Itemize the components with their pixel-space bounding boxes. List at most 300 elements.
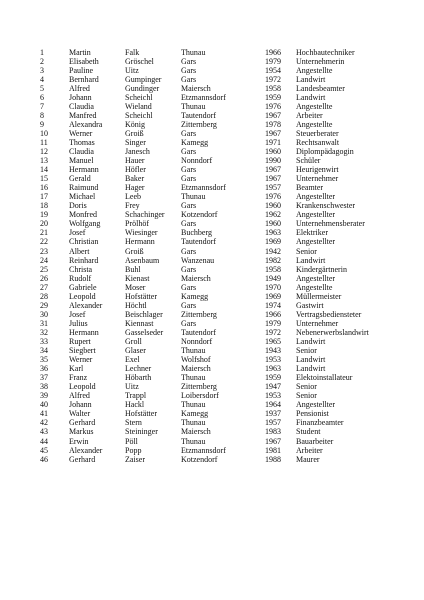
last-name-cell: Singer bbox=[125, 137, 146, 147]
place-cell: Kotzendorf bbox=[181, 454, 218, 464]
row-number: 42 bbox=[40, 418, 48, 428]
occupation-cell: Elektriker bbox=[296, 228, 328, 238]
table-row bbox=[40, 337, 402, 346]
last-name-cell: König bbox=[125, 119, 145, 129]
table-row bbox=[40, 228, 402, 237]
place-cell: Gars bbox=[181, 147, 197, 157]
first-name-cell: Alexander bbox=[69, 300, 103, 310]
last-name-cell: Gröschel bbox=[125, 56, 154, 66]
first-name-cell: Claudia bbox=[69, 101, 94, 111]
row-number: 21 bbox=[40, 228, 48, 238]
row-number: 28 bbox=[40, 291, 48, 301]
place-cell: Gars bbox=[181, 246, 197, 256]
last-name-cell: Lechner bbox=[125, 364, 152, 374]
occupation-cell: Landwirt bbox=[296, 255, 326, 265]
last-name-cell: Groiß bbox=[125, 128, 144, 138]
place-cell: Kamegg bbox=[181, 137, 209, 147]
place-cell: Thunau bbox=[181, 101, 206, 111]
row-number: 37 bbox=[40, 373, 48, 383]
row-number: 9 bbox=[40, 119, 44, 129]
first-name-cell: Raimund bbox=[69, 183, 99, 193]
row-number: 10 bbox=[40, 128, 48, 138]
table-row bbox=[40, 183, 402, 192]
first-name-cell: Walter bbox=[69, 409, 91, 419]
last-name-cell: Popp bbox=[125, 445, 142, 455]
first-name-cell: Alfred bbox=[69, 83, 90, 93]
occupation-cell: Angestellter bbox=[296, 400, 336, 410]
birth-year-cell: 1982 bbox=[265, 255, 281, 265]
row-number: 41 bbox=[40, 409, 48, 419]
birth-year-cell: 1953 bbox=[265, 355, 281, 365]
birth-year-cell: 1978 bbox=[265, 119, 281, 129]
row-number: 19 bbox=[40, 210, 48, 220]
last-name-cell: Höfler bbox=[125, 165, 146, 175]
first-name-cell: Johann bbox=[69, 400, 92, 410]
place-cell: Etzmannsdorf bbox=[181, 183, 226, 193]
first-name-cell: Gerald bbox=[69, 174, 91, 184]
last-name-cell: Scheichl bbox=[125, 110, 153, 120]
first-name-cell: Johann bbox=[69, 92, 92, 102]
birth-year-cell: 1959 bbox=[265, 373, 281, 383]
table-row bbox=[40, 310, 402, 319]
row-number: 1 bbox=[40, 47, 44, 57]
occupation-cell: Senior bbox=[296, 382, 317, 392]
place-cell: Tautendorf bbox=[181, 327, 216, 337]
last-name-cell: Glaser bbox=[125, 346, 146, 356]
place-cell: Tautendorf bbox=[181, 237, 216, 247]
last-name-cell: Wiesinger bbox=[125, 228, 158, 238]
last-name-cell: Frey bbox=[125, 201, 140, 211]
first-name-cell: Karl bbox=[69, 364, 84, 374]
row-number: 32 bbox=[40, 327, 48, 337]
occupation-cell: Angestellter bbox=[296, 192, 336, 202]
first-name-cell: Gerhard bbox=[69, 454, 96, 464]
first-name-cell: Christa bbox=[69, 264, 93, 274]
birth-year-cell: 1967 bbox=[265, 165, 281, 175]
birth-year-cell: 1957 bbox=[265, 183, 281, 193]
place-cell: Thunau bbox=[181, 346, 206, 356]
birth-year-cell: 1959 bbox=[265, 92, 281, 102]
birth-year-cell: 1942 bbox=[265, 246, 281, 256]
birth-year-cell: 1967 bbox=[265, 436, 281, 446]
birth-year-cell: 1967 bbox=[265, 174, 281, 184]
birth-year-cell: 1949 bbox=[265, 273, 281, 283]
place-cell: Maiersch bbox=[181, 83, 211, 93]
occupation-cell: Diplompädagogin bbox=[296, 147, 354, 157]
row-number: 43 bbox=[40, 427, 48, 437]
birth-year-cell: 1983 bbox=[265, 427, 281, 437]
occupation-cell: Schüler bbox=[296, 156, 321, 166]
row-number: 7 bbox=[40, 101, 44, 111]
table-row bbox=[40, 120, 402, 129]
birth-year-cell: 1960 bbox=[265, 201, 281, 211]
last-name-cell: Schachinger bbox=[125, 210, 165, 220]
first-name-cell: Reinhard bbox=[69, 255, 99, 265]
place-cell: Thunau bbox=[181, 47, 206, 57]
first-name-cell: Thomas bbox=[69, 137, 95, 147]
occupation-cell: Angestellte bbox=[296, 119, 333, 129]
candidate-list-table bbox=[40, 48, 402, 464]
table-row bbox=[40, 391, 402, 400]
last-name-cell: Hofstätter bbox=[125, 409, 157, 419]
table-row bbox=[40, 446, 402, 455]
table-row bbox=[40, 192, 402, 201]
birth-year-cell: 1981 bbox=[265, 445, 281, 455]
birth-year-cell: 1967 bbox=[265, 128, 281, 138]
last-name-cell: Groll bbox=[125, 337, 142, 346]
first-name-cell: Manfred bbox=[69, 110, 97, 120]
last-name-cell: Exel bbox=[125, 355, 140, 365]
occupation-cell: Kindergärtnerin bbox=[296, 264, 347, 274]
table-row bbox=[40, 355, 402, 364]
table-row bbox=[40, 256, 402, 265]
row-number: 44 bbox=[40, 436, 48, 446]
birth-year-cell: 1970 bbox=[265, 282, 281, 292]
table-row bbox=[40, 301, 402, 310]
occupation-cell: Angestellte bbox=[296, 101, 333, 111]
last-name-cell: Hager bbox=[125, 183, 145, 193]
occupation-cell: Elektoinstallateur bbox=[296, 373, 353, 383]
occupation-cell: Landwirt bbox=[296, 92, 326, 102]
birth-year-cell: 1971 bbox=[265, 137, 281, 147]
table-row bbox=[40, 57, 402, 66]
table-row bbox=[40, 174, 402, 183]
table-row bbox=[40, 129, 402, 138]
first-name-cell: Alexandra bbox=[69, 119, 103, 129]
table-row bbox=[40, 400, 402, 409]
last-name-cell: Moser bbox=[125, 282, 146, 292]
last-name-cell: Hermann bbox=[125, 237, 155, 247]
occupation-cell: Hochbautechniker bbox=[296, 47, 355, 57]
place-cell: Tautendorf bbox=[181, 110, 216, 120]
place-cell: Gars bbox=[181, 201, 197, 211]
last-name-cell: Wieland bbox=[125, 101, 152, 111]
row-number: 45 bbox=[40, 445, 48, 455]
first-name-cell: Julius bbox=[69, 318, 88, 328]
table-row bbox=[40, 48, 402, 57]
occupation-cell: Beamter bbox=[296, 183, 324, 193]
birth-year-cell: 1953 bbox=[265, 391, 281, 401]
first-name-cell: Albert bbox=[69, 246, 90, 256]
occupation-cell: Landwirt bbox=[296, 355, 326, 365]
occupation-cell: Unternehmer bbox=[296, 174, 339, 184]
last-name-cell: Janesch bbox=[125, 147, 150, 157]
last-name-cell: Gumpinger bbox=[125, 74, 162, 84]
birth-year-cell: 1990 bbox=[265, 156, 281, 166]
row-number: 6 bbox=[40, 92, 44, 102]
place-cell: Gars bbox=[181, 56, 197, 66]
table-row bbox=[40, 373, 402, 382]
birth-year-cell: 1972 bbox=[265, 327, 281, 337]
last-name-cell: Hackl bbox=[125, 400, 145, 410]
row-number: 8 bbox=[40, 110, 44, 120]
birth-year-cell: 1972 bbox=[265, 74, 281, 84]
last-name-cell: Gundinger bbox=[125, 83, 160, 93]
table-row bbox=[40, 102, 402, 111]
last-name-cell: Baker bbox=[125, 174, 145, 184]
last-name-cell: Leeb bbox=[125, 192, 141, 202]
first-name-cell: Martin bbox=[69, 47, 91, 57]
table-row bbox=[40, 210, 402, 219]
occupation-cell: Müllermeister bbox=[296, 291, 342, 301]
first-name-cell: Hermann bbox=[69, 165, 99, 175]
place-cell: Gars bbox=[181, 65, 197, 75]
occupation-cell: Nebenerwerbslandwirt bbox=[296, 327, 369, 337]
table-row bbox=[40, 382, 402, 391]
last-name-cell: Höchtl bbox=[125, 300, 147, 310]
last-name-cell: Höbarth bbox=[125, 373, 152, 383]
table-row bbox=[40, 247, 402, 256]
birth-year-cell: 1966 bbox=[265, 309, 281, 319]
occupation-cell: Student bbox=[296, 427, 321, 437]
birth-year-cell: 1979 bbox=[265, 318, 281, 328]
row-number: 14 bbox=[40, 165, 48, 175]
place-cell: Gars bbox=[181, 282, 197, 292]
place-cell: Gars bbox=[181, 174, 197, 184]
place-cell: Thunau bbox=[181, 400, 206, 410]
place-cell: Buchberg bbox=[181, 228, 212, 238]
last-name-cell: Trappl bbox=[125, 391, 147, 401]
first-name-cell: Pauline bbox=[69, 65, 93, 75]
table-row bbox=[40, 237, 402, 246]
first-name-cell: Leopold bbox=[69, 382, 96, 392]
first-name-cell: Gabriele bbox=[69, 282, 97, 292]
table-row bbox=[40, 292, 402, 301]
table-row bbox=[40, 364, 402, 373]
row-number: 24 bbox=[40, 255, 48, 265]
birth-year-cell: 1969 bbox=[265, 237, 281, 247]
birth-year-cell: 1967 bbox=[265, 110, 281, 120]
first-name-cell: Hermann bbox=[69, 327, 99, 337]
table-row bbox=[40, 409, 402, 418]
row-number: 36 bbox=[40, 364, 48, 374]
row-number: 25 bbox=[40, 264, 48, 274]
occupation-cell: Bauarbeiter bbox=[296, 436, 334, 446]
table-row bbox=[40, 265, 402, 274]
first-name-cell: Bernhard bbox=[69, 74, 99, 84]
first-name-cell: Josef bbox=[69, 309, 86, 319]
occupation-cell: Angestellter bbox=[296, 273, 336, 283]
row-number: 34 bbox=[40, 346, 48, 356]
row-number: 3 bbox=[40, 65, 44, 75]
birth-year-cell: 1960 bbox=[265, 147, 281, 157]
row-number: 35 bbox=[40, 355, 48, 365]
last-name-cell: Prölhöf bbox=[125, 219, 149, 229]
last-name-cell: Zaiser bbox=[125, 454, 145, 464]
place-cell: Zitternberg bbox=[181, 119, 217, 129]
occupation-cell: Finanzbeamter bbox=[296, 418, 344, 428]
occupation-cell: Senior bbox=[296, 246, 317, 256]
occupation-cell: Senior bbox=[296, 391, 317, 401]
occupation-cell: Gastwirt bbox=[296, 300, 324, 310]
birth-year-cell: 1974 bbox=[265, 300, 281, 310]
table-row bbox=[40, 75, 402, 84]
table-row bbox=[40, 93, 402, 102]
place-cell: Kotzendorf bbox=[181, 210, 218, 220]
first-name-cell: Elisabeth bbox=[69, 56, 99, 66]
occupation-cell: Angestellte bbox=[296, 282, 333, 292]
occupation-cell: Arbeiter bbox=[296, 110, 323, 120]
row-number: 46 bbox=[40, 454, 48, 464]
birth-year-cell: 1963 bbox=[265, 228, 281, 238]
first-name-cell: Manuel bbox=[69, 156, 94, 166]
first-name-cell: Monfred bbox=[69, 210, 97, 220]
occupation-cell: Landwirt bbox=[296, 74, 326, 84]
last-name-cell: Asenbaum bbox=[125, 255, 160, 265]
occupation-cell: Unternehmensberater bbox=[296, 219, 365, 229]
place-cell: Etzmannsdorf bbox=[181, 445, 226, 455]
birth-year-cell: 1963 bbox=[265, 364, 281, 374]
last-name-cell: Stern bbox=[125, 418, 142, 428]
occupation-cell: Senior bbox=[296, 346, 317, 356]
table-row bbox=[40, 274, 402, 283]
place-cell: Wanzenau bbox=[181, 255, 215, 265]
table-row bbox=[40, 346, 402, 355]
table-row bbox=[40, 427, 402, 436]
table-row bbox=[40, 111, 402, 120]
occupation-cell: Krankenschwester bbox=[296, 201, 356, 211]
place-cell: Gars bbox=[181, 264, 197, 274]
first-name-cell: Siegbert bbox=[69, 346, 96, 356]
birth-year-cell: 1966 bbox=[265, 47, 281, 57]
first-name-cell: Josef bbox=[69, 228, 86, 238]
row-number: 40 bbox=[40, 400, 48, 410]
birth-year-cell: 1954 bbox=[265, 65, 281, 75]
first-name-cell: Alfred bbox=[69, 391, 90, 401]
first-name-cell: Erwin bbox=[69, 436, 89, 446]
occupation-cell: Vertragsbediensteter bbox=[296, 309, 362, 319]
table-row bbox=[40, 455, 402, 464]
occupation-cell: Landesbeamter bbox=[296, 83, 345, 93]
row-number: 18 bbox=[40, 201, 48, 211]
place-cell: Gars bbox=[181, 128, 197, 138]
first-name-cell: Werner bbox=[69, 128, 93, 138]
first-name-cell: Michael bbox=[69, 192, 96, 202]
last-name-cell: Gasselseder bbox=[125, 327, 164, 337]
place-cell: Gars bbox=[181, 219, 197, 229]
birth-year-cell: 1958 bbox=[265, 83, 281, 93]
birth-year-cell: 1960 bbox=[265, 219, 281, 229]
birth-year-cell: 1958 bbox=[265, 264, 281, 274]
last-name-cell: Hofstätter bbox=[125, 291, 157, 301]
last-name-cell: Hauer bbox=[125, 156, 145, 166]
last-name-cell: Scheichl bbox=[125, 92, 153, 102]
first-name-cell: Gerhard bbox=[69, 418, 96, 428]
first-name-cell: Werner bbox=[69, 355, 93, 365]
occupation-cell: Landwirt bbox=[296, 337, 326, 346]
last-name-cell: Kienast bbox=[125, 273, 150, 283]
last-name-cell: Uitz bbox=[125, 65, 139, 75]
last-name-cell: Falk bbox=[125, 47, 140, 57]
row-number: 5 bbox=[40, 83, 44, 93]
row-number: 12 bbox=[40, 147, 48, 157]
last-name-cell: Beischlager bbox=[125, 309, 163, 319]
row-number: 38 bbox=[40, 382, 48, 392]
birth-year-cell: 1969 bbox=[265, 291, 281, 301]
occupation-cell: Pensionist bbox=[296, 409, 329, 419]
occupation-cell: Steuerberater bbox=[296, 128, 339, 138]
place-cell: Maiersch bbox=[181, 427, 211, 437]
row-number: 16 bbox=[40, 183, 48, 193]
birth-year-cell: 1976 bbox=[265, 192, 281, 202]
first-name-cell: Alexander bbox=[69, 445, 103, 455]
last-name-cell: Buhl bbox=[125, 264, 141, 274]
row-number: 29 bbox=[40, 300, 48, 310]
place-cell: Zitternberg bbox=[181, 382, 217, 392]
birth-year-cell: 1962 bbox=[265, 210, 281, 220]
row-number: 33 bbox=[40, 337, 48, 346]
table-row bbox=[40, 328, 402, 337]
row-number: 11 bbox=[40, 137, 48, 147]
place-cell: Loibersdorf bbox=[181, 391, 219, 401]
last-name-cell: Kiennast bbox=[125, 318, 154, 328]
place-cell: Gars bbox=[181, 318, 197, 328]
table-row bbox=[40, 156, 402, 165]
birth-year-cell: 1988 bbox=[265, 454, 281, 464]
table-row bbox=[40, 201, 402, 210]
place-cell: Maiersch bbox=[181, 273, 211, 283]
first-name-cell: Rudolf bbox=[69, 273, 92, 283]
place-cell: Nonndorf bbox=[181, 337, 213, 346]
row-number: 13 bbox=[40, 156, 48, 166]
birth-year-cell: 1979 bbox=[265, 56, 281, 66]
row-number: 20 bbox=[40, 219, 48, 229]
candidate-list-body bbox=[40, 48, 402, 464]
first-name-cell: Wolfgang bbox=[69, 219, 101, 229]
row-number: 27 bbox=[40, 282, 48, 292]
place-cell: Zitternberg bbox=[181, 309, 217, 319]
place-cell: Thunau bbox=[181, 373, 206, 383]
first-name-cell: Leopold bbox=[69, 291, 96, 301]
first-name-cell: Rupert bbox=[69, 337, 91, 346]
row-number: 17 bbox=[40, 192, 48, 202]
occupation-cell: Unternehmer bbox=[296, 318, 339, 328]
occupation-cell: Angestellter bbox=[296, 210, 336, 220]
birth-year-cell: 1965 bbox=[265, 337, 281, 346]
row-number: 26 bbox=[40, 273, 48, 283]
birth-year-cell: 1976 bbox=[265, 101, 281, 111]
row-number: 23 bbox=[40, 246, 48, 256]
first-name-cell: Claudia bbox=[69, 147, 94, 157]
birth-year-cell: 1947 bbox=[265, 382, 281, 392]
place-cell: Kamegg bbox=[181, 291, 209, 301]
place-cell: Thunau bbox=[181, 436, 206, 446]
table-row bbox=[40, 147, 402, 156]
table-row bbox=[40, 165, 402, 174]
birth-year-cell: 1964 bbox=[265, 400, 281, 410]
table-row bbox=[40, 319, 402, 328]
place-cell: Gars bbox=[181, 74, 197, 84]
row-number: 30 bbox=[40, 309, 48, 319]
first-name-cell: Doris bbox=[69, 201, 87, 211]
table-row bbox=[40, 84, 402, 93]
row-number: 4 bbox=[40, 74, 44, 84]
table-row bbox=[40, 437, 402, 446]
table-row bbox=[40, 138, 402, 147]
place-cell: Thunau bbox=[181, 192, 206, 202]
row-number: 2 bbox=[40, 56, 44, 66]
first-name-cell: Franz bbox=[69, 373, 88, 383]
place-cell: Thunau bbox=[181, 418, 206, 428]
row-number: 22 bbox=[40, 237, 48, 247]
last-name-cell: Uitz bbox=[125, 382, 139, 392]
place-cell: Wolfshof bbox=[181, 355, 211, 365]
occupation-cell: Maurer bbox=[296, 454, 320, 464]
birth-year-cell: 1937 bbox=[265, 409, 281, 419]
first-name-cell: Christian bbox=[69, 237, 99, 247]
row-number: 31 bbox=[40, 318, 48, 328]
table-row bbox=[40, 418, 402, 427]
